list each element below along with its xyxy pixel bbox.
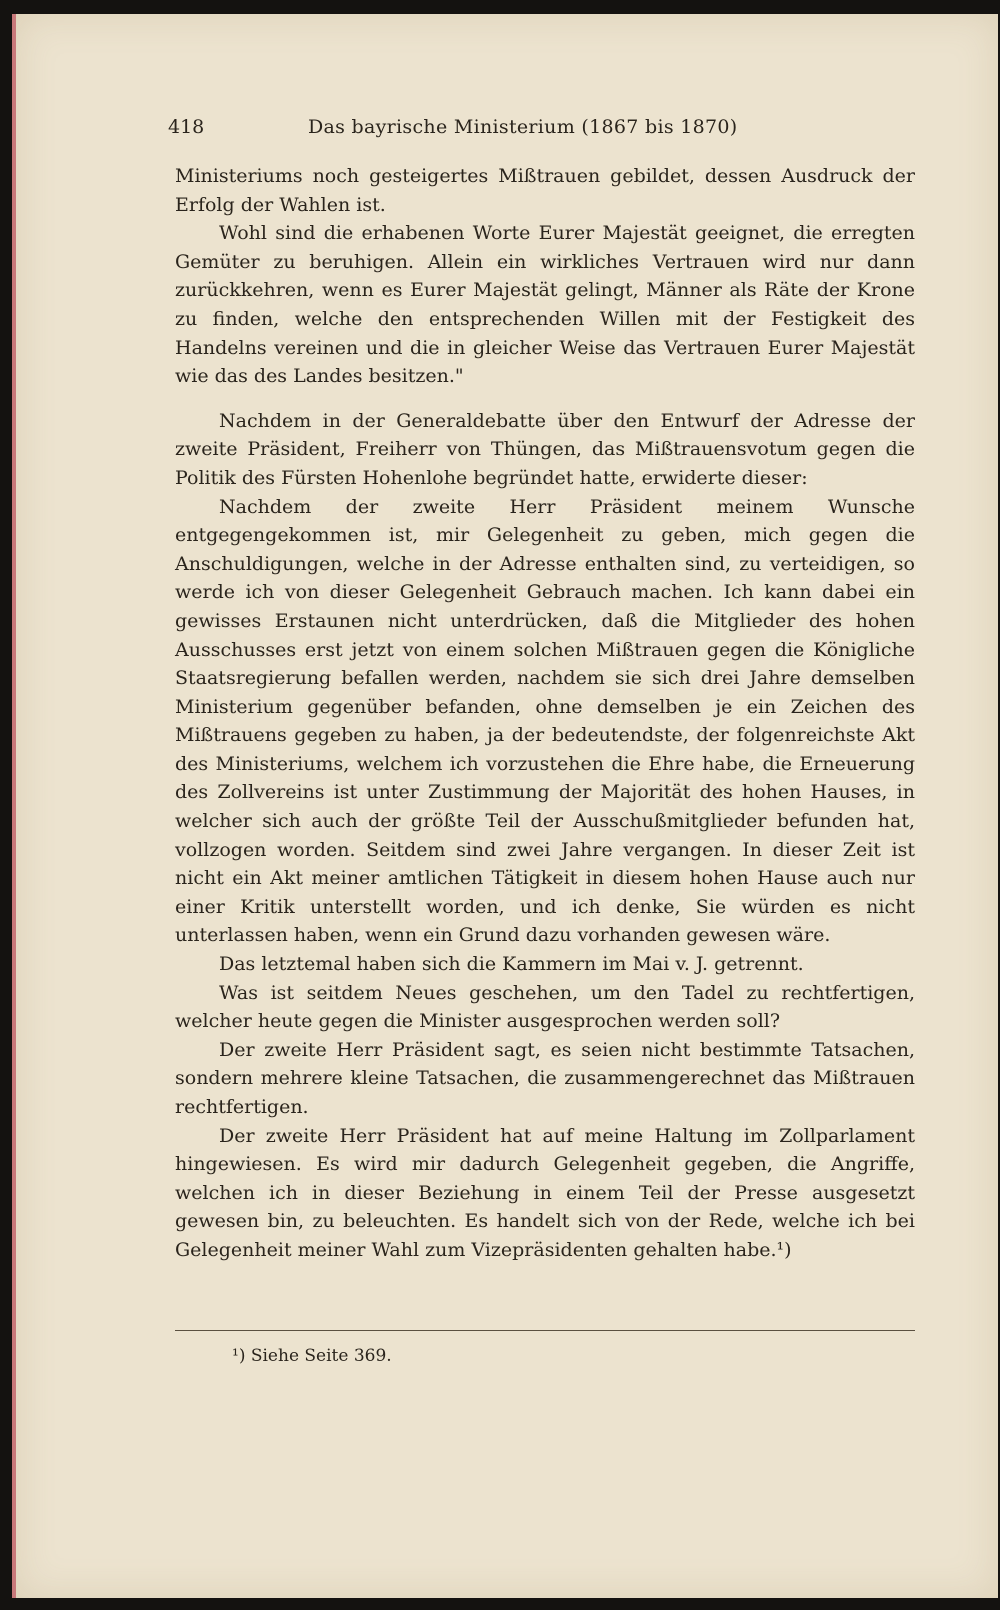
paragraph: Ministeriums noch gesteigertes Mißtrauen gebildet, dessen Ausdruck der Erfolg der Wahlen ist. bbox=[175, 165, 915, 216]
footnote-divider bbox=[175, 1330, 915, 1331]
footnote: ¹) Siehe Seite 369. bbox=[232, 1346, 392, 1366]
paragraph: Nachdem der zweite Herr Präsident meinem Wunsche entgegengekommen ist, mir Gelegenheit zu geben, mich gegen die Anschuldigungen, welche in der Adresse enthalten sind, zu verteidigen, so werde ich von dieser Gelegenheit Gebrauch machen. Ich kann dabei ein gewisses Erstaunen nicht unterdrücken, daß die Mitglieder des hohen Ausschusses erst jetzt von einem solchen Mißtrauen gegen die Königliche Staatsregierung befallen werden, nachdem sie sich drei Jahre demselben Ministerium gegenüber befanden, ohne demselben je ein Zeichen des Mißtrauens gegeben zu haben, ja der bedeutendste, der folgenreichste Akt des Ministeriums, welchem ich vorzustehen die Ehre habe, die Erneuerung des Zollvereins ist unter Zustimmung der Majorität des hohen Hauses, in welcher sich auch der größte Teil der Ausschußmitglieder befunden hat, vollzogen worden. Seitdem sind zwei Jahre vergangen. In dieser Zeit ist nicht ein Akt meiner amtlichen Tätigkeit in diesem hohen Hause auch nur einer Kritik unterstellt worden, und ich denke, Sie würden es nicht unterlassen haben, wenn ein Grund dazu vorhanden gewesen wäre. bbox=[175, 495, 915, 947]
paragraph: Was ist seitdem Neues geschehen, um den Tadel zu rechtfertigen, welcher heute gegen die Minister ausgesprochen werden soll? bbox=[175, 981, 915, 1033]
body-text bbox=[175, 162, 915, 1265]
page-header bbox=[168, 116, 922, 146]
paragraph: Nachdem in der Generaldebatte über den Entwurf der Adresse der zweite Präsident, Freiherr von Thüngen, das Mißtrauensvotum gegen die Politik des Fürsten Hohenlohe begründet hatte, erwiderte dieser: bbox=[175, 409, 915, 489]
page-number: 418 bbox=[168, 116, 205, 138]
paragraph: Der zweite Herr Präsident sagt, es seien nicht bestimmte Tatsachen, sondern mehrere kleine Tatsachen, die zusammengerechnet das Mißtrauen rechtfertigen. bbox=[175, 1038, 915, 1118]
paragraph: Das letztemal haben sich die Kammern im Mai v. J. getrennt. bbox=[219, 953, 804, 976]
running-title: Das bayrische Ministerium (1867 bis 1870) bbox=[308, 116, 738, 138]
paragraph: Der zweite Herr Präsident hat auf meine Haltung im Zollparlament hingewiesen. Es wird mir dadurch Gelegenheit gegeben, die Angriffe, welchen ich in dieser Beziehung in einem Teil der Presse ausgesetzt gewesen bin, zu beleuchten. Es handelt sich von der Rede, welche ich bei Gelegenheit meiner Wahl zum Vizepräsidenten gehalten habe.¹) bbox=[175, 1124, 915, 1261]
paragraph: Wohl sind die erhabenen Worte Eurer Majestät geeignet, die erregten Gemüter zu beruhigen. Allein ein wirkliches Vertrauen wird nur dann zurückkehren, wenn es Eurer Majestät gelingt, Männer als Räte der Krone zu finden, welche den entsprechenden Willen mit der Festigkeit des Handelns vereinen und die in gleicher Weise das Vertrauen Eurer Majestät wie das des Landes besitzen." bbox=[175, 222, 915, 388]
